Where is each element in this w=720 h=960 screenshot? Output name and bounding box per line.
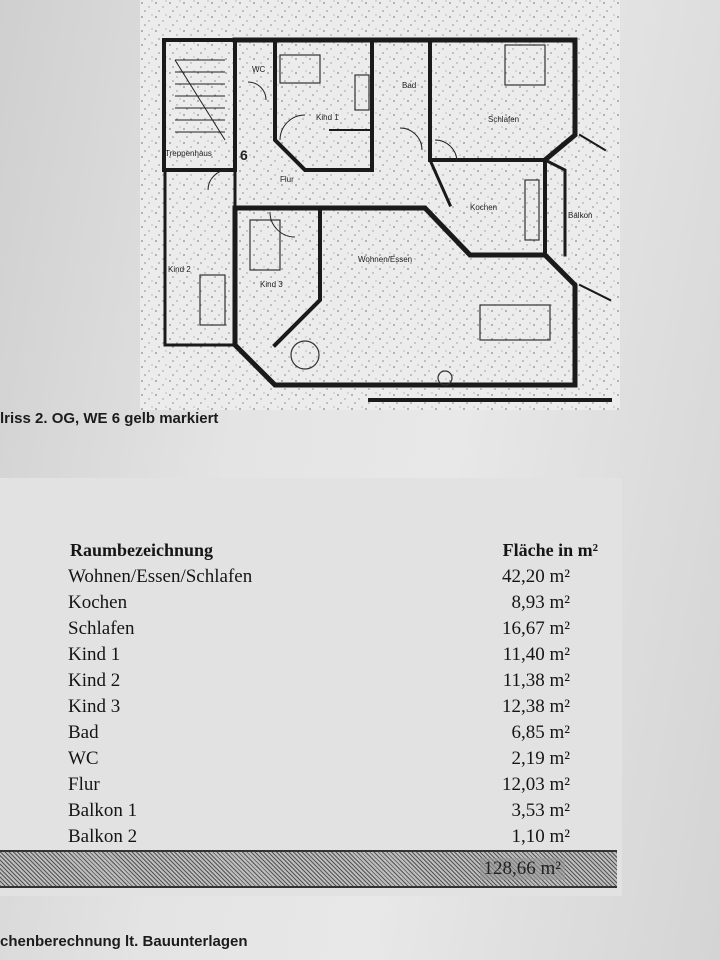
floor-plan-drawing (140, 0, 620, 410)
total-area: 128,66 m² (480, 858, 565, 880)
row-area: 2,19 m² (511, 748, 570, 769)
table-row (0, 800, 622, 826)
row-area: 11,40 m² (502, 644, 570, 665)
room-label-flur: Flur (280, 175, 294, 184)
room-label-kochen: Kochen (470, 203, 498, 212)
row-room-name: Schlafen (68, 618, 135, 639)
row-area: 12,38 m² (502, 696, 570, 717)
table-row (0, 696, 622, 722)
row-area: 12,03 m² (502, 774, 570, 795)
table-row (0, 774, 622, 800)
table-row (0, 748, 622, 774)
unit-number-label: 6 (240, 147, 248, 163)
room-label-kind3: Kind 3 (260, 280, 283, 289)
header-area: Fläche in m² (502, 540, 598, 560)
total-row (0, 850, 617, 888)
row-area: 16,67 m² (502, 618, 570, 639)
area-table-caption: chenberechnung lt. Bauunterlagen (0, 933, 248, 950)
room-label-kind1: Kind 1 (316, 113, 339, 122)
row-room-name: Balkon 1 (68, 800, 138, 821)
floor-plan-caption: lriss 2. OG, WE 6 gelb markiert (0, 410, 219, 427)
area-table-panel (0, 478, 622, 896)
row-room-name: WC (68, 748, 99, 769)
row-area: 11,38 m² (502, 670, 570, 691)
row-area: 42,20 m² (502, 566, 570, 587)
area-table (0, 478, 622, 896)
room-label-wc: WC (252, 65, 266, 74)
row-room-name: Balkon 2 (68, 826, 138, 847)
row-area: 6,85 m² (511, 722, 570, 743)
room-label-bad: Bad (402, 81, 417, 90)
row-room-name: Kind 2 (68, 670, 121, 691)
room-label-kind2: Kind 2 (168, 265, 191, 274)
table-row (0, 618, 622, 644)
table-row (0, 826, 622, 852)
room-label-wohnen-essen: Wohnen/Essen (358, 255, 413, 264)
row-area: 3,53 m² (511, 800, 570, 821)
row-room-name: Kind 1 (68, 644, 121, 665)
room-label-treppenhaus: Treppenhaus (165, 149, 212, 158)
table-row (0, 644, 622, 670)
row-room-name: Wohnen/Essen/Schlafen (68, 566, 253, 587)
row-room-name: Kind 3 (68, 696, 121, 717)
table-row (0, 566, 622, 592)
table-row (0, 722, 622, 748)
row-area: 1,10 m² (511, 826, 570, 847)
table-row (0, 670, 622, 696)
table-header (0, 540, 622, 566)
room-label-schlafen: Schlafen (488, 115, 520, 124)
header-room-name: Raumbezeichnung (70, 540, 214, 560)
row-room-name: Bad (68, 722, 99, 743)
row-room-name: Kochen (68, 592, 128, 613)
table-row (0, 592, 622, 618)
row-room-name: Flur (68, 774, 100, 795)
floor-plan (140, 0, 620, 410)
row-area: 8,93 m² (511, 592, 570, 613)
room-label-balkon: Balkon (568, 211, 593, 220)
